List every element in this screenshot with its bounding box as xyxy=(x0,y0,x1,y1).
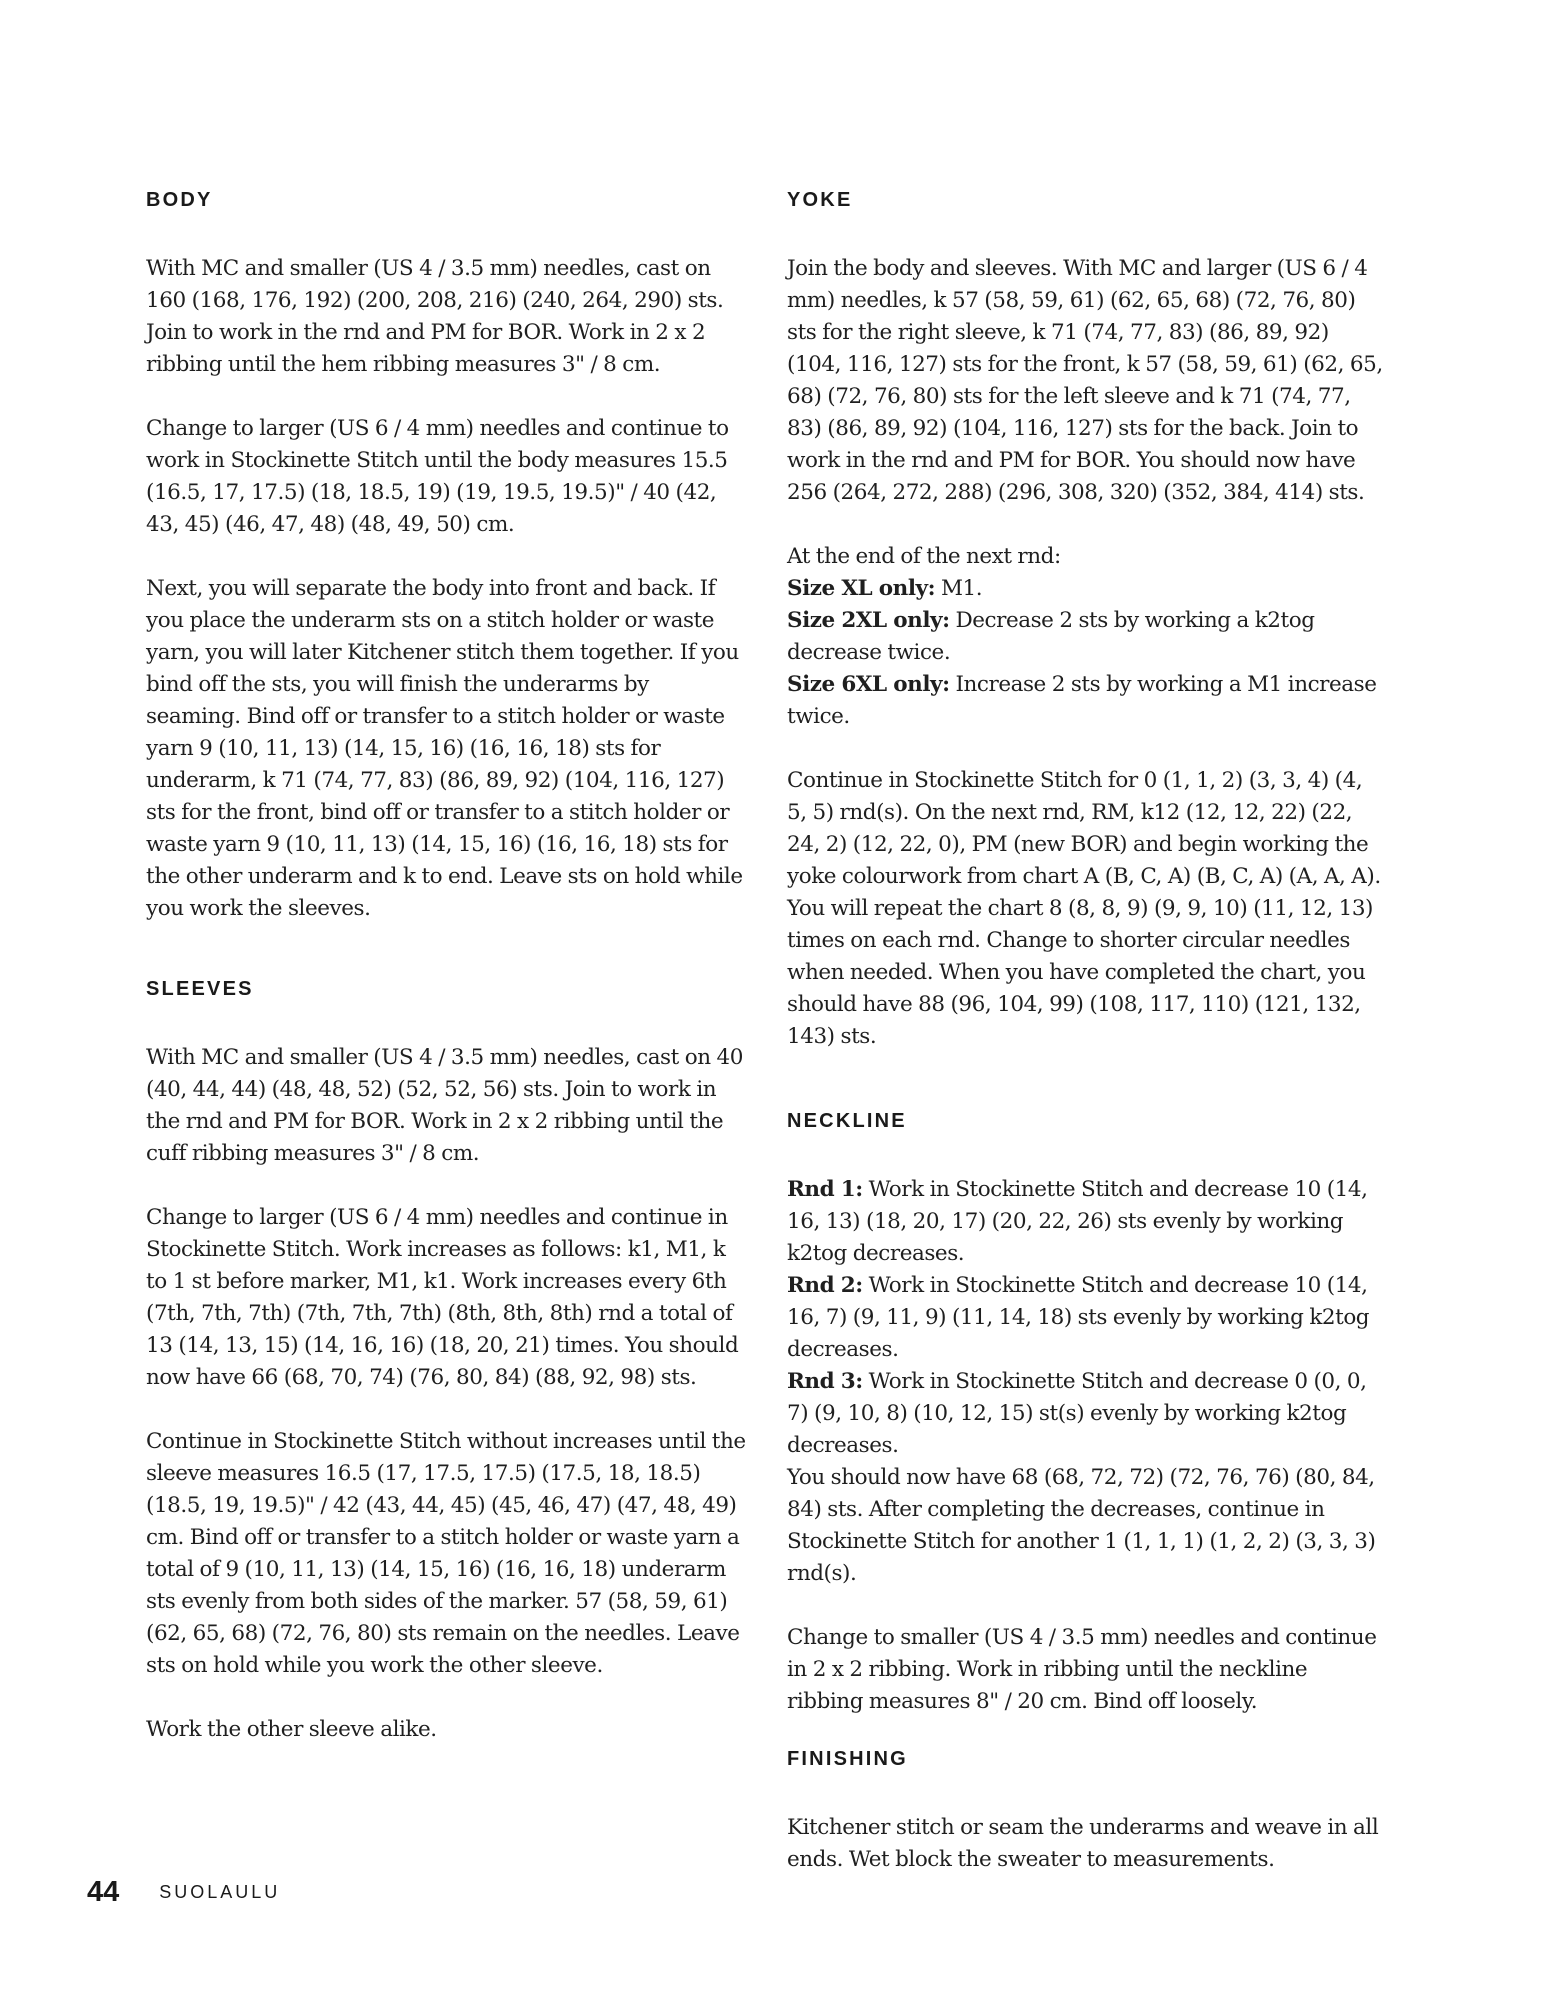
body-heading: BODY xyxy=(146,189,213,211)
body-paragraph-separate: Next, you will separate the body into front and back. If you place the underarm sts on a stitch holder or waste yarn, you will later Kitchener stitch them together. If you bind off the sts, you will finish the underarms by seaming. Bind off or transfer to a stitch holder or waste yarn 9 (10, 11, 13) (14, 15, 16) (16, 16, 18) sts for underarm, k 71 (74, 77, 83) (86, 89, 92) (104, 116, 127) sts for the front, bind off or transfer to a stitch holder or waste yarn 9 (10, 11, 13) (14, 15, 16) (16, 16, 18) sts for the other underarm and k to end. Leave sts on hold while you work the sleeves. xyxy=(146,576,743,921)
size-6xl-label: Size 6XL only: xyxy=(787,672,950,697)
finishing-paragraph: Kitchener stitch or seam the underarms and weave in all ends. Wet block the sweater to measurements. xyxy=(787,1815,1379,1872)
body-paragraph-cast-on: With MC and smaller (US 4 / 3.5 mm) needles, cast on 160 (168, 176, 192) (200, 208, 216) (240, 264, 290) sts. Join to work in the rnd and PM for BOR. Work in 2 x 2 ribbing until the hem ribbing measures 3" / 8 cm. xyxy=(146,256,724,377)
neckline-rounds xyxy=(787,1174,1387,1590)
sleeves-paragraph-continue: Continue in Stockinette Stitch without increases until the sleeve measures 16.5 (17, 17.5, 17.5) (17.5, 18, 18.5) (18.5, 19, 19.5)" / 42 (43, 44, 45) (45, 46, 47) (47, 48, 49) cm. Bind off or transfer to a stitch holder or waste yarn a total of 9 (10, 11, 13) (14, 15, 16) (16, 16, 18) underarm sts evenly from both sides of the marker. 57 (58, 59, 61) (62, 65, 68) (72, 76, 80) sts remain on the needles. Leave sts on hold while you work the other sleeve. xyxy=(146,1429,746,1678)
right-column xyxy=(787,188,1387,1876)
rnd-1-text: Work in Stockinette Stitch and decrease 10 (14, 16, 13) (18, 20, 17) (20, 22, 26) sts evenly by working k2tog decreases. xyxy=(787,1177,1368,1266)
page-footer xyxy=(87,1874,280,1910)
yoke-section xyxy=(787,188,1387,1053)
finishing-section xyxy=(787,1747,1387,1876)
left-column xyxy=(146,188,746,1746)
yoke-paragraph-join: Join the body and sleeves. With MC and larger (US 6 / 4 mm) needles, k 57 (58, 59, 61) (62, 65, 68) (72, 76, 80) sts for the right sleeve, k 71 (74, 77, 83) (86, 89, 92) (104, 116, 127) sts for the front, k 57 (58, 59, 61) (62, 65, 68) (72, 76, 80) sts for the left sleeve and k 71 (74, 77, 83) (86, 89, 92) (104, 116, 127) sts for the back. Join to work in the rnd and PM for BOR. You should now have 256 (264, 272, 288) (296, 308, 320) (352, 384, 414) sts. xyxy=(787,256,1383,505)
rnd-3-text: Work in Stockinette Stitch and decrease 0 (0, 0, 7) (9, 10, 8) (10, 12, 15) st(s) evenly by working k2tog decreases. xyxy=(787,1369,1367,1458)
publication-name: SUOLAULU xyxy=(159,1881,281,1902)
rnd-2-label: Rnd 2: xyxy=(787,1273,863,1298)
size-2xl-label: Size 2XL only: xyxy=(787,608,950,633)
yoke-paragraph-colourwork: Continue in Stockinette Stitch for 0 (1, 1, 2) (3, 3, 4) (4, 5, 5) rnd(s). On the next rnd, RM, k12 (12, 12, 22) (22, 24, 2) (12, 22, 0), PM (new BOR) and begin working the yoke colourwork from chart A (B, C, A) (B, C, A) (A, A, A). You will repeat the chart 8 (8, 8, 9) (9, 9, 10) (11, 12, 13) times on each rnd. Change to shorter circular needles when needed. When you have completed the chart, you should have 88 (96, 104, 99) (108, 117, 110) (121, 132, 143) sts. xyxy=(787,768,1381,1049)
sleeves-heading: SLEEVES xyxy=(146,978,254,1000)
body-paragraph-stockinette: Change to larger (US 6 / 4 mm) needles and continue to work in Stockinette Stitch until the body measures 15.5 (16.5, 17, 17.5) (18, 18.5, 19) (19, 19.5, 19.5)" / 40 (42, 43, 45) (46, 47, 48) (48, 49, 50) cm. xyxy=(146,416,729,537)
neckline-heading: NECKLINE xyxy=(787,1110,907,1132)
size-xl-label: Size XL only: xyxy=(787,576,936,601)
sleeves-paragraph-increases: Change to larger (US 6 / 4 mm) needles and continue in Stockinette Stitch. Work increases as follows: k1, M1, k to 1 st before marker, M1, k1. Work increases every 6th (7th, 7th, 7th) (7th, 7th, 7th) (8th, 8th, 8th) rnd a total of 13 (14, 13, 15) (14, 16, 16) (18, 20, 21) times. You should now have 66 (68, 70, 74) (76, 80, 84) (88, 92, 98) sts. xyxy=(146,1205,739,1390)
yoke-size-intro: At the end of the next rnd: xyxy=(787,544,1061,569)
neckline-stitch-count: You should now have 68 (68, 72, 72) (72, 76, 76) (80, 84, 84) sts. After completing the decreases, continue in Stockinette Stitch for another 1 (1, 1, 1) (1, 2, 2) (3, 3, 3) rnd(s). xyxy=(787,1465,1376,1586)
sleeves-paragraph-other-sleeve: Work the other sleeve alike. xyxy=(146,1717,437,1742)
page-number: 44 xyxy=(87,1875,120,1908)
rnd-3-label: Rnd 3: xyxy=(787,1369,863,1394)
neckline-paragraph-ribbing: Change to smaller (US 4 / 3.5 mm) needles and continue in 2 x 2 ribbing. Work in ribbing until the neckline ribbing measures 8" / 20 cm. Bind off loosely. xyxy=(787,1625,1377,1714)
finishing-heading: FINISHING xyxy=(787,1748,908,1770)
yoke-size-adjustments xyxy=(787,541,1387,733)
neckline-section xyxy=(787,1109,1387,1718)
size-6xl-text: Increase 2 sts by working a M1 increase twice. xyxy=(787,672,1377,729)
body-section xyxy=(146,188,746,925)
rnd-1-label: Rnd 1: xyxy=(787,1177,863,1202)
size-xl-text: M1. xyxy=(935,576,983,601)
sleeves-paragraph-cast-on: With MC and smaller (US 4 / 3.5 mm) needles, cast on 40 (40, 44, 44) (48, 48, 52) (52, 52, 56) sts. Join to work in the rnd and PM for BOR. Work in 2 x 2 ribbing until the cuff ribbing measures 3" / 8 cm. xyxy=(146,1045,743,1166)
size-2xl-text: Decrease 2 sts by working a k2tog decrease twice. xyxy=(787,608,1315,665)
sleeves-section xyxy=(146,977,746,1746)
yoke-heading: YOKE xyxy=(787,189,853,211)
rnd-2-text: Work in Stockinette Stitch and decrease 10 (14, 16, 7) (9, 11, 9) (11, 14, 18) sts evenly by working k2tog decreases. xyxy=(787,1273,1370,1362)
